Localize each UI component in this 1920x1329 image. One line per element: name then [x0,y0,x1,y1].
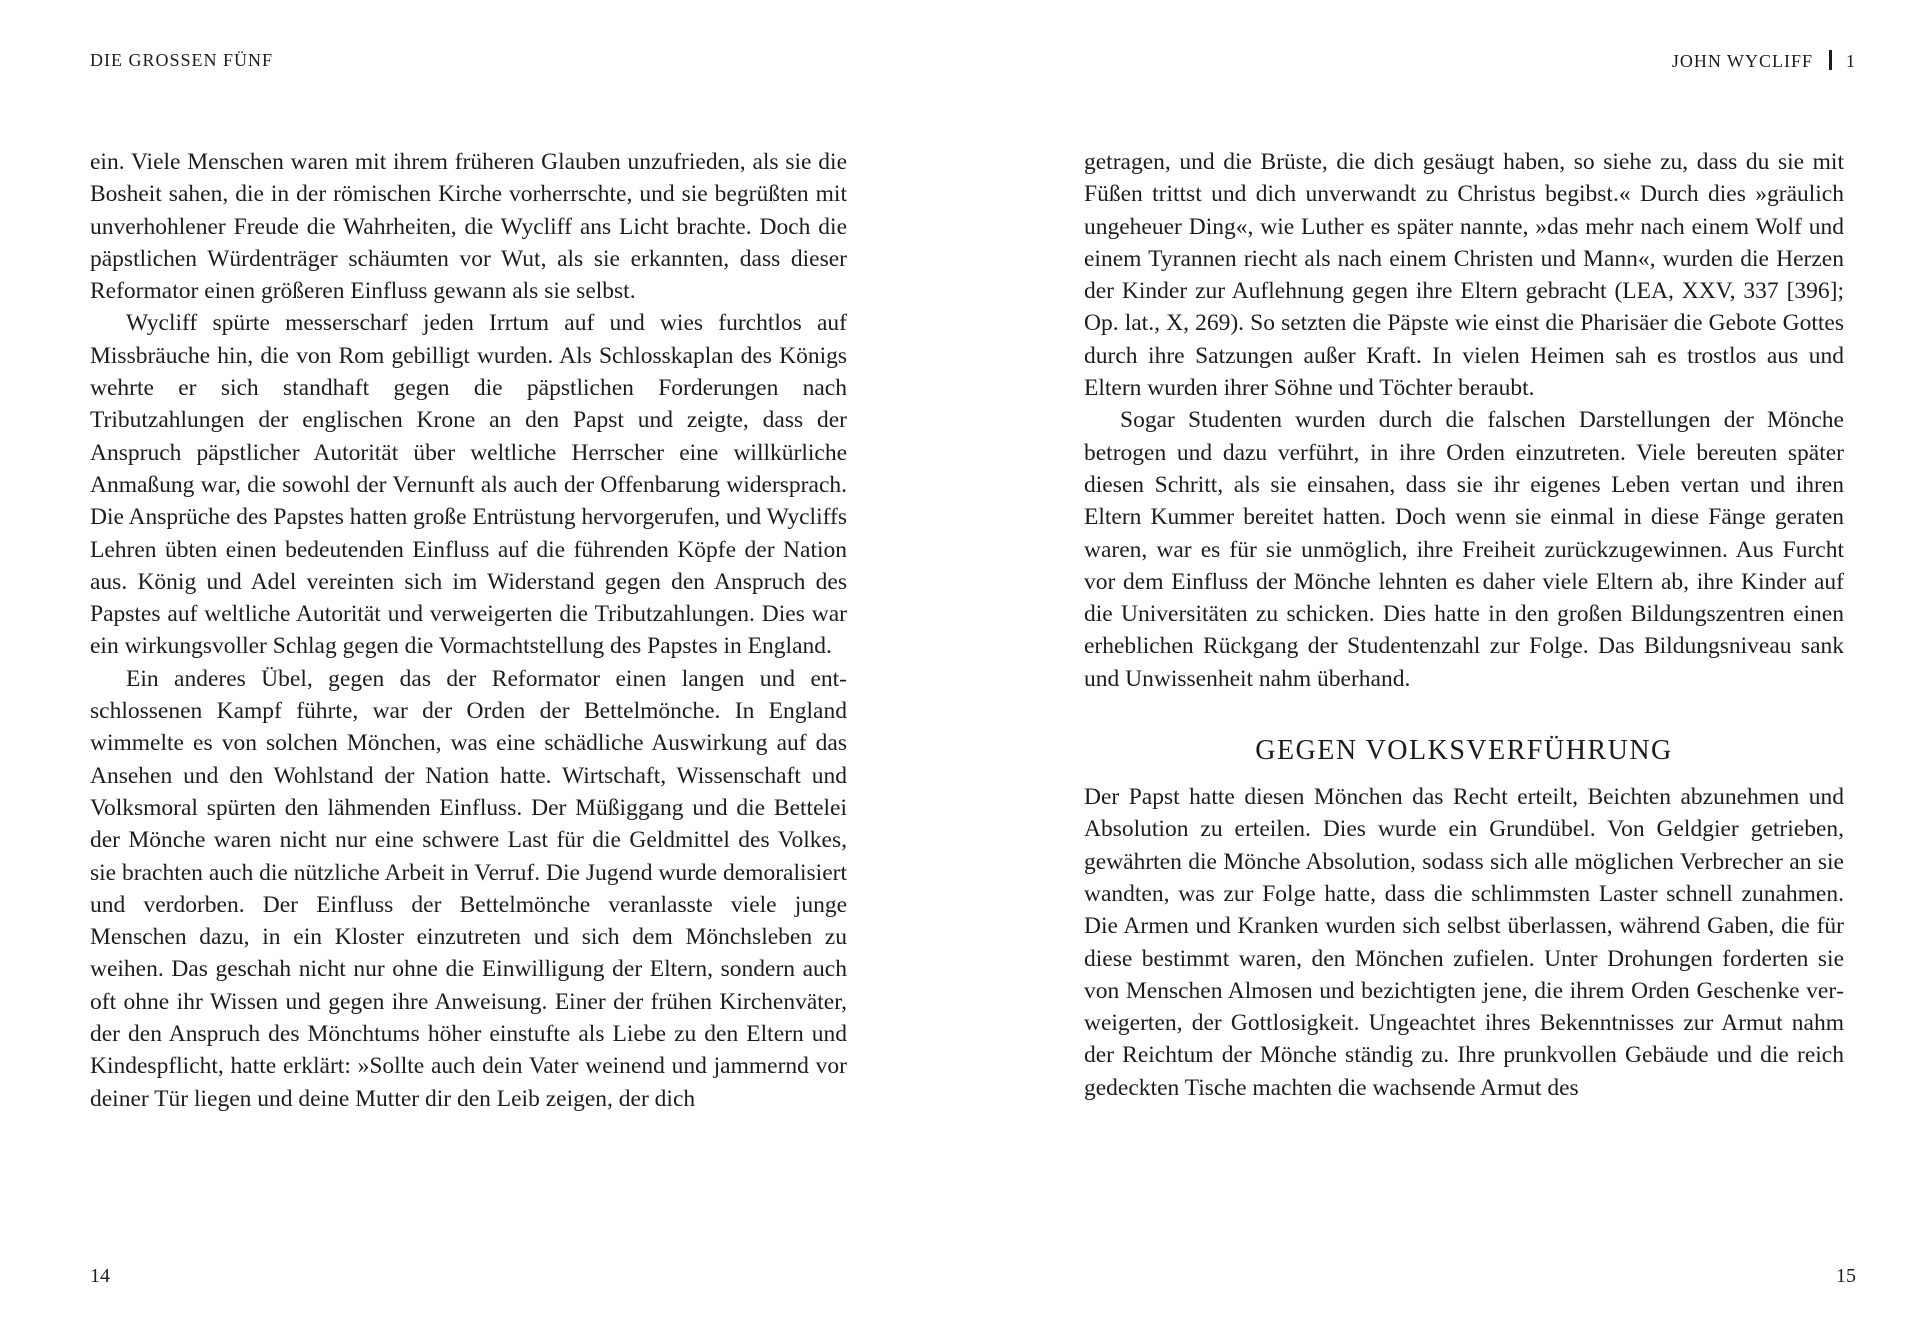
running-head-left: DIE GROSSEN FÜNF [90,50,274,70]
right-page-body [1084,146,1844,1104]
paragraph: Sogar Studenten wurden durch die falschen Darstellungen der Mönche betrogen und dazu verführt, in ihre Orden einzutreten. Viele bereuten später diesen Schritt, als sie einsahen, dass sie ihr eigenes Leben vertan und ihren Eltern Kummer bereitet hatten. Doch wenn sie einmal in diese Fänge geraten waren, war es für sie unmöglich, ihre Freiheit zurückzugewinnen. Aus Furcht vor dem Einfluss der Mönche lehnten es daher viele Eltern ab, ihre Kinder auf die Universitäten zu schicken. Dies hatte in den großen Bildungszentren einen erheblichen Rückgang der Studentenzahl zur Folge. Das Bildungsniveau sank und Unwissenheit nahm überhand. [1084,407,1844,692]
paragraph: Wycliff spürte messerscharf jeden Irrtum auf und wies furchtlos auf Missbräuche hin, die von Rom gebilligt wurden. Als Schlosskaplan des Königs wehrte er sich standhaft gegen die päpstlichen Forderungen nach Tributzahlungen der englischen Krone an den Papst und zeigte, dass der Anspruch päpstlicher Autorität über weltliche Herrscher eine willkürliche Anmaßung war, die sowohl der Vernunft als auch der Offenbarung widersprach. Die Ansprüche des Papstes hatten große Entrüstung hervorgerufen, und Wycliffs Lehren übten einen bedeutenden Einfluss auf die führenden Köpfe der Nation aus. König und Adel vereinten sich im Widerstand gegen den Anspruch des Papstes auf weltliche Autorität und verweigerten die Tributzahlungen. Dies war ein wirkungsvoller Schlag gegen die Vormachtstellung des Papstes in England. [90,310,847,660]
running-head-separator [1829,50,1832,70]
paragraph: ein. Viele Menschen waren mit ihrem früheren Glauben unzufrieden, als sie die Bosheit sahen, die in der römischen Kirche vorherrschte, und sie begrüßten mit unverhohlener Freude die Wahrheiten, die Wycliff ans Licht brachte. Doch die päpstlichen Würdenträger schäumten vor Wut, als sie erkannten, dass dieser Reformator einen größeren Einfluss gewann als sie selbst. [90,149,847,305]
paragraph: Der Papst hatte diesen Mönchen das Recht erteilt, Beichten abzunehmen und Absolution zu erteilen. Dies wurde ein Grundübel. Von Geldgier getrieben, gewährten die Mönche Absolution, sodass sich alle möglichen Verbrecher an sie wandten, was zur Folge hatte, dass die schlimmsten Laster schnell zunahmen. Die Armen und Kranken wurden sich selbst überlassen, während Gaben, die für diese bestimmt waren, den Mönchen zufielen. Unter Drohungen forderten sie von Menschen Almosen und bezichtigten jene, die ihrem Orden Geschenke verweigerten, der Gottlosigkeit. Ungeachtet ihres Bekenntnisses zur Armut nahm der Reichtum der Mönche ständig zu. Ihre prunkvollen Gebäude und die reich gedeckten Tische machten die wachsende Armut des [1084,784,1844,1101]
page-number-right: 15 [1836,1265,1856,1287]
section-heading: GEGEN VOLKSVERFÜHRUNG [1255,735,1673,767]
left-page-body [90,146,847,1115]
page-number-left: 14 [90,1265,110,1287]
running-head-right [1672,50,1856,72]
running-head-chapter-number: 1 [1846,51,1856,71]
right-page [960,0,1920,1329]
running-head-title: JOHN WYCLIFF [1671,51,1813,71]
paragraph: Ein anderes Übel, gegen das der Reformator einen langen und entschlossenen Kampf führte, war der Orden der Bettelmönche. In England wimmelte es von solchen Mönchen, was eine schädliche Auswirkung auf das Ansehen und den Wohlstand der Nation hatte. Wirtschaft, Wissenschaft und Volksmoral spürten den lähmenden Einfluss. Der Müßiggang und die Bettelei der Mönche waren nicht nur eine schwere Last für die Geldmittel des Volkes, sie brachten auch die nützliche Arbeit in Verruf. Die Jugend wurde demoralisiert und verdorben. Der Einfluss der Bettelmönche veranlasste viele junge Menschen dazu, in ein Kloster einzutreten und sich dem Mönchsleben zu weihen. Das geschah nicht nur ohne die Einwilligung der Eltern, sondern auch oft ohne ihr Wissen und gegen ihre Anweisung. Einer der frühen Kirchenväter, der den Anspruch des Mönchtums höher einstufte als Liebe zu den Eltern und Kindespflicht, hatte erklärt: »Sollte auch dein Vater weinend und jammernd vor deiner Tür liegen und deine Mutter dir den Leib zeigen, der dich [90,665,847,1112]
paragraph: getragen, und die Brüste, die dich gesäugt haben, so siehe zu, dass du sie mit Füßen trittst und dich unverwandt zu Christus begibst.« Durch dies »gräulich ungeheuer Ding«, wie Luther es später nannte, »das mehr nach einem Wolf und einem Tyrannen riecht als nach einem Christen und Mann«, wurden die Herzen der Kinder zur Auflehnung gegen ihre Eltern gebracht (LEA, XXV, 337 [396]; Op. lat., X, 269). So setzten die Päpste wie einst die Pharisäer die Gebote Gottes durch ihre Satzungen außer Kraft. In vielen Heimen sah es trostlos aus und Eltern wurden ihrer Söhne und Töchter beraubt. [1084,149,1844,402]
